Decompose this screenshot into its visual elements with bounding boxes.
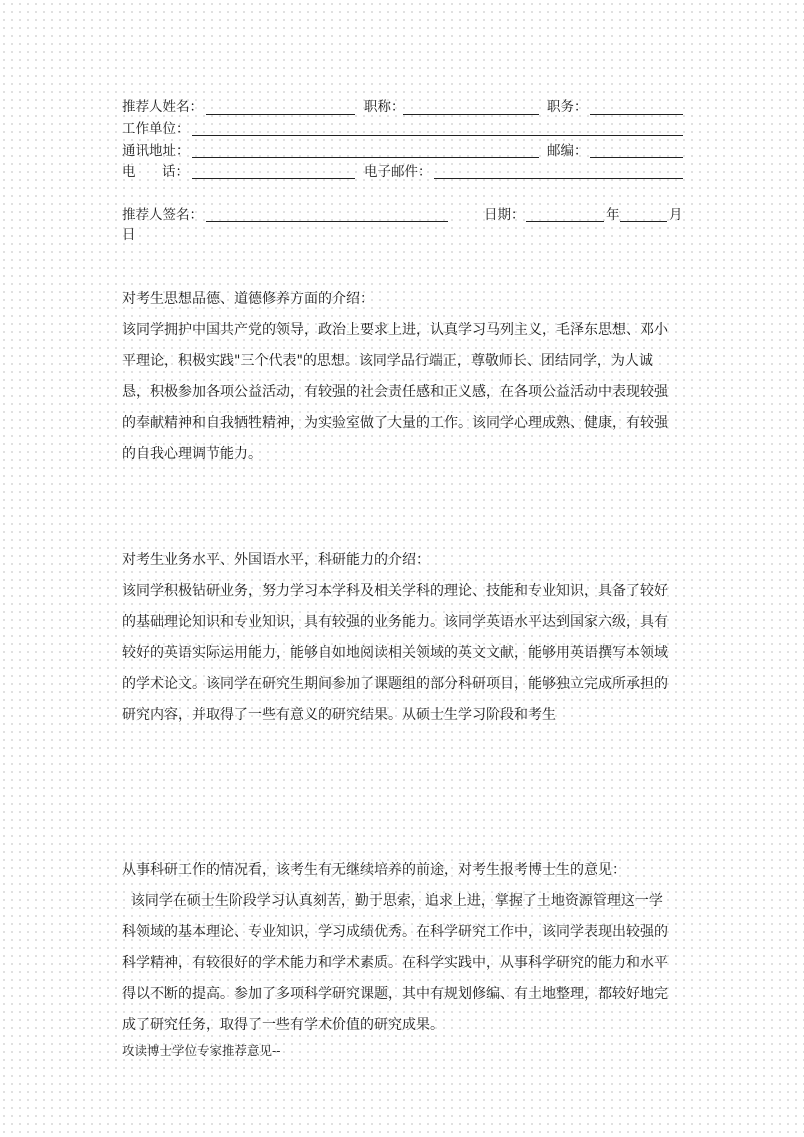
- paragraph-line: 成了研究任务，取得了一些有学术价值的研究成果。: [122, 1017, 444, 1033]
- paragraph-line: 研究内容，并取得了一些有意义的研究结果。从硕士生学习阶段和考生: [122, 707, 556, 723]
- postcode-field[interactable]: [590, 157, 683, 158]
- month-field[interactable]: [620, 221, 667, 222]
- section-heading: 从事科研工作的情况看，该考生有无继续培养的前途，对考生报考博士生的意见：: [122, 862, 626, 878]
- title-label: 职称：: [364, 99, 405, 115]
- day-label: 日: [122, 227, 136, 243]
- signature-label: 推荐人签名：: [122, 207, 203, 223]
- section-heading: 对考生思想品德、道德修养方面的介绍：: [122, 291, 374, 307]
- paragraph-line: 的学术论文。该同学在研究生期间参加了课题组的部分科研项目，能够独立完成所承担的: [122, 676, 668, 692]
- paragraph-line: 科学精神，有较很好的学术能力和学术素质。在科学实践中，从事科学研究的能力和水平: [122, 955, 668, 971]
- paragraph-line: 的基础理论知识和专业知识，具有较强的业务能力。该同学英语水平达到国家六级，具有: [122, 614, 668, 630]
- position-field[interactable]: [590, 114, 683, 115]
- phone-field[interactable]: [192, 178, 355, 179]
- year-field[interactable]: [526, 221, 604, 222]
- email-field[interactable]: [434, 178, 683, 179]
- address-label: 通讯地址：: [122, 143, 190, 159]
- section-research-potential: [122, 855, 692, 1041]
- title-field[interactable]: [403, 114, 539, 115]
- recommender-name-label: 推荐人姓名：: [122, 99, 203, 115]
- signature-field[interactable]: [206, 221, 448, 222]
- paragraph-line: 较好的英语实际运用能力，能够自如地阅读相关领域的英文文献，能够用英语撰写本领域: [122, 645, 668, 661]
- paragraph-line: 的自我心理调节能力。: [122, 446, 262, 462]
- section-heading: 对考生业务水平、外国语水平，科研能力的介绍：: [122, 552, 430, 568]
- address-field[interactable]: [192, 157, 539, 158]
- recommender-name-field[interactable]: [206, 114, 355, 115]
- paragraph-line: 科领域的基本理论、专业知识，学习成绩优秀。在科学研究工作中，该同学表现出较强的: [122, 924, 668, 940]
- section-moral-character: [122, 284, 692, 470]
- paragraph-line: 得以不断的提高。参加了多项科学研究课题，其中有规划修编、有土地整理，都较好地完: [122, 986, 668, 1002]
- paragraph-line: 该同学在硕士生阶段学习认真刻苦，勤于思索，追求上进，掌握了土地资源管理这一学: [122, 893, 663, 909]
- postcode-label: 邮编：: [547, 143, 588, 159]
- paragraph-line: 恳，积极参加各项公益活动，有较强的社会责任感和正义感，在各项公益活动中表现较强: [122, 384, 668, 400]
- date-label: 日期：: [484, 207, 525, 223]
- work-unit-field[interactable]: [192, 135, 683, 136]
- paragraph-line: 该同学拥护中国共产党的领导，政治上要求上进，认真学习马列主义，毛泽东思想、邓小: [122, 322, 668, 338]
- work-unit-label: 工作单位：: [122, 121, 190, 137]
- paragraph-line: 平理论，积极实践"三个代表"的思想。该同学品行端正，尊敬师长、团结同学，为人诚: [122, 353, 653, 369]
- month-label: 月: [669, 207, 683, 223]
- phone-label-part1: 电: [122, 164, 136, 180]
- email-label: 电子邮件：: [364, 164, 432, 180]
- phone-label-part2: 话：: [162, 164, 189, 180]
- paragraph-line: 该同学积极钻研业务，努力学习本学科及相关学科的理论、技能和专业知识，具备了较好: [122, 583, 668, 599]
- section-professional-ability: [122, 545, 692, 731]
- year-label: 年: [606, 207, 620, 223]
- position-label: 职务：: [547, 99, 588, 115]
- paragraph-line: 的奉献精神和自我牺牲精神，为实验室做了大量的工作。该同学心理成熟、健康，有较强: [122, 415, 668, 431]
- document-footer: 攻读博士学位专家推荐意见--: [122, 1043, 281, 1058]
